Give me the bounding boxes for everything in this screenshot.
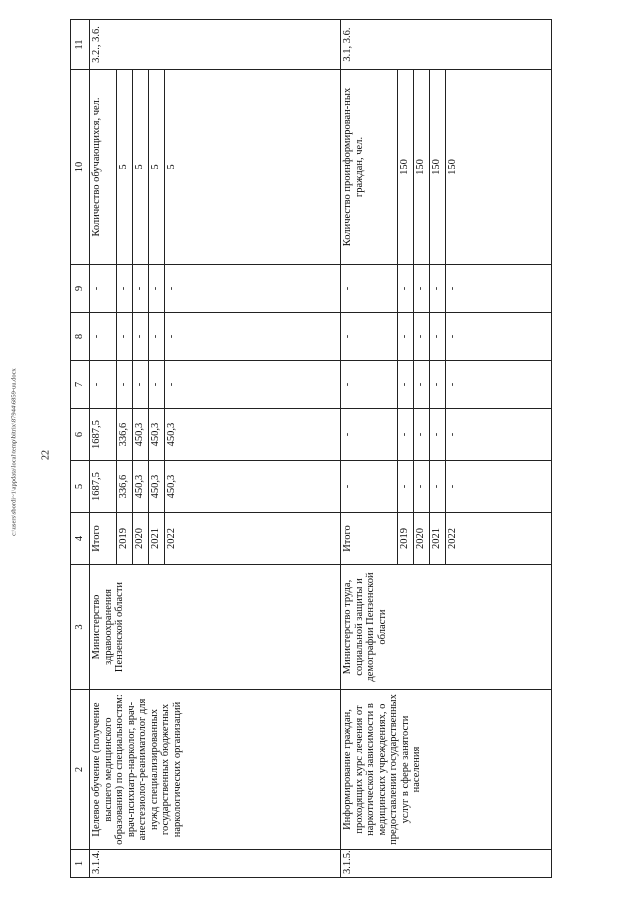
empty-cell: [181, 361, 341, 409]
value-cell: -: [165, 313, 181, 361]
value-cell: -: [398, 265, 414, 313]
year-cell: 2020: [414, 513, 430, 565]
value-cell: -: [90, 361, 117, 409]
value-cell: -: [446, 313, 462, 361]
table-row: [341, 20, 398, 878]
year-cell: 2022: [165, 513, 181, 565]
executor: Министерство здравоохранения Пензенской области: [90, 565, 341, 690]
value-cell: -: [117, 313, 133, 361]
value-cell: -: [446, 409, 462, 461]
year-cell: Итого: [341, 513, 398, 565]
empty-cell: [181, 70, 341, 265]
value-cell: -: [446, 265, 462, 313]
reference-cell: 3.1, 3.6.: [341, 20, 552, 70]
value-cell: 150: [446, 70, 462, 265]
value-cell: 336,6: [117, 409, 133, 461]
header-cell: 11: [71, 20, 90, 70]
year-cell: 2020: [133, 513, 149, 565]
header-cell: 2: [71, 690, 90, 850]
header-cell: 5: [71, 461, 90, 513]
value-cell: -: [414, 461, 430, 513]
row-number: 3.1.5.: [341, 850, 552, 878]
value-cell: -: [149, 265, 165, 313]
header-cell: 3: [71, 565, 90, 690]
empty-cell: [462, 461, 552, 513]
empty-cell: [462, 313, 552, 361]
value-cell: -: [117, 361, 133, 409]
empty-cell: [181, 461, 341, 513]
value-cell: 5: [149, 70, 165, 265]
value-cell: 1687,5: [90, 461, 117, 513]
value-cell: -: [398, 409, 414, 461]
year-cell: 2019: [398, 513, 414, 565]
indicator-label: Количество обучающихся, чел.: [90, 70, 117, 265]
value-cell: 1687,5: [90, 409, 117, 461]
value-cell: -: [133, 313, 149, 361]
value-cell: -: [341, 265, 398, 313]
value-cell: -: [414, 361, 430, 409]
header-cell: 6: [71, 409, 90, 461]
executor: Министерство труда, социальной защиты и демографии Пензенской области: [341, 565, 552, 690]
value-cell: -: [414, 265, 430, 313]
empty-cell: [462, 265, 552, 313]
activity-name: Информирование граждан, проходящих курс лечения от наркотической зависимости в медицинских учреждениях, о предоставлении государственных услуг в сфере занятости населения: [341, 690, 552, 850]
value-cell: 450,3: [133, 409, 149, 461]
value-cell: -: [165, 361, 181, 409]
empty-cell: [462, 361, 552, 409]
header-cell: 4: [71, 513, 90, 565]
year-cell: 2022: [446, 513, 462, 565]
value-cell: -: [341, 313, 398, 361]
header-cell: 9: [71, 265, 90, 313]
value-cell: 5: [117, 70, 133, 265]
value-cell: 5: [165, 70, 181, 265]
value-cell: -: [430, 409, 446, 461]
value-cell: -: [414, 409, 430, 461]
value-cell: -: [117, 265, 133, 313]
value-cell: -: [430, 361, 446, 409]
year-cell: 2021: [430, 513, 446, 565]
indicator-label: Количество проинформирован-ных граждан, чел.: [341, 70, 398, 265]
rotated-table-container: [70, 20, 614, 878]
value-cell: -: [149, 361, 165, 409]
year-cell: Итого: [90, 513, 117, 565]
empty-cell: [181, 313, 341, 361]
value-cell: -: [446, 361, 462, 409]
reference-cell: 3.2., 3.6.: [90, 20, 341, 70]
value-cell: -: [430, 265, 446, 313]
value-cell: 336,6: [117, 461, 133, 513]
value-cell: -: [430, 461, 446, 513]
header-cell: 7: [71, 361, 90, 409]
value-cell: -: [341, 461, 398, 513]
value-cell: 5: [133, 70, 149, 265]
value-cell: 150: [414, 70, 430, 265]
value-cell: -: [90, 313, 117, 361]
header-cell: 10: [71, 70, 90, 265]
table-row: [90, 20, 117, 878]
value-cell: -: [446, 461, 462, 513]
header-cell: 1: [71, 850, 90, 878]
value-cell: -: [398, 461, 414, 513]
header-row: [71, 20, 90, 878]
value-cell: 150: [398, 70, 414, 265]
value-cell: -: [398, 313, 414, 361]
value-cell: -: [341, 361, 398, 409]
header-cell: 8: [71, 313, 90, 361]
value-cell: -: [133, 361, 149, 409]
row-number: 3.1.4.: [90, 850, 341, 878]
value-cell: 450,3: [149, 409, 165, 461]
value-cell: -: [414, 313, 430, 361]
value-cell: -: [165, 265, 181, 313]
year-cell: 2019: [117, 513, 133, 565]
empty-cell: [181, 513, 341, 565]
empty-cell: [462, 513, 552, 565]
activity-name: Целевое обучение (получение высшего медицинского образования) по специальностям: врач-психиатр-нарколог, врач-анестезиолог-реаниматолог для нужд специализированных государственных бюджетных наркологических организаций: [90, 690, 341, 850]
value-cell: 450,3: [133, 461, 149, 513]
value-cell: -: [90, 265, 117, 313]
value-cell: 150: [430, 70, 446, 265]
value-cell: -: [149, 313, 165, 361]
year-cell: 2021: [149, 513, 165, 565]
empty-cell: [181, 265, 341, 313]
program-table: [70, 19, 552, 878]
value-cell: -: [398, 361, 414, 409]
value-cell: -: [430, 313, 446, 361]
value-cell: -: [133, 265, 149, 313]
empty-cell: [462, 70, 552, 265]
value-cell: 450,3: [149, 461, 165, 513]
value-cell: 450,3: [165, 461, 181, 513]
value-cell: -: [341, 409, 398, 461]
empty-cell: [181, 409, 341, 461]
value-cell: 450,3: [165, 409, 181, 461]
empty-cell: [462, 409, 552, 461]
